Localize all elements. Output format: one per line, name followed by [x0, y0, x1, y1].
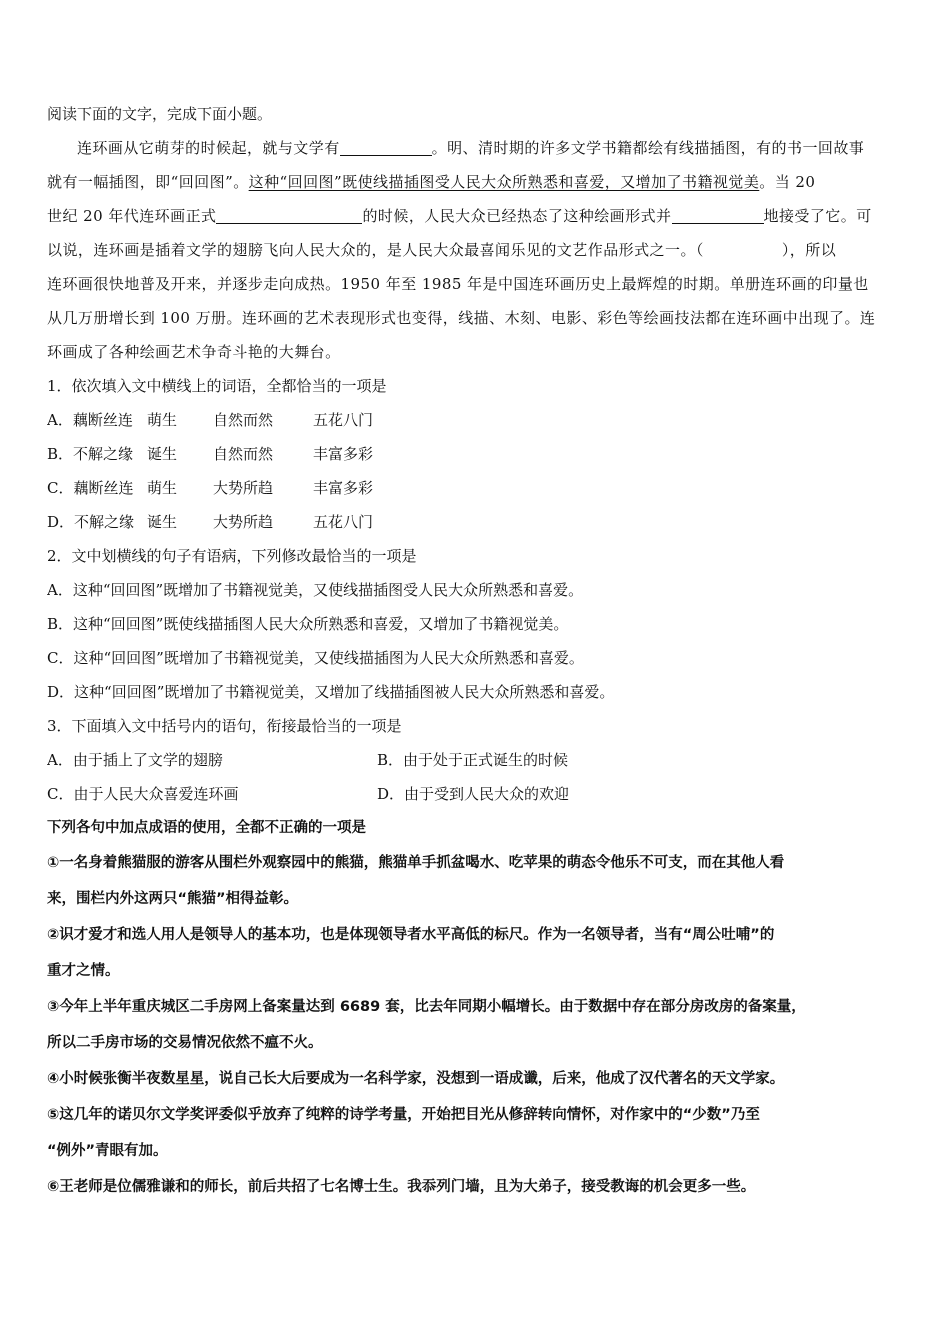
- q2-option-b[interactable]: B．这种“回回图”既使线描插图人民大众所熟悉和喜爱，又增加了书籍视觉美。: [47, 615, 569, 633]
- fill-blank-1: [340, 137, 432, 156]
- q3-option-b[interactable]: B．由于处于正式诞生的时候: [377, 751, 569, 769]
- question-2-stem: 2．文中划横线的句子有语病，下列修改最恰当的一项是: [47, 547, 417, 565]
- reading-instruction: 阅读下面的文字，完成下面小题。: [47, 105, 273, 123]
- passage: [47, 131, 905, 369]
- q3-option-d[interactable]: D．由于受到人民大众的欢迎: [377, 785, 570, 803]
- q4-sentence-line: 重才之情。: [47, 963, 120, 979]
- q1-option-b[interactable]: B．不解之缘 诞生 自然而然 丰富多彩: [47, 445, 374, 463]
- passage-line: 从几万册增长到 100 万册。连环画的艺术表现形式也变得，线描、木刻、电影、彩色等绘画技法都在连环画中出现了。连: [47, 309, 876, 327]
- q4-sentence-line: ①一名身着熊猫服的游客从围栏外观察园中的熊猫，熊猫单手抓盆喝水、吃苹果的萌态令他乐不可支，而在其他人看: [47, 855, 785, 871]
- q2-option-d[interactable]: D．这种“回回图”既增加了书籍视觉美，又增加了线描插图被人民大众所熟悉和喜爱。: [47, 683, 615, 701]
- q4-sentence-line: ③今年上半年重庆城区二手房网上备案量达到 6689 套，比去年同期小幅增长。由于数据中存在部分房改房的备案量，: [47, 999, 806, 1015]
- q4-sentence-line: 所以二手房市场的交易情况依然不瘟不火。: [47, 1035, 323, 1051]
- q2-option-a[interactable]: A．这种“回回图”既增加了书籍视觉美，又使线描插图受人民大众所熟悉和喜爱。: [47, 581, 584, 599]
- question-3-stem: 3．下面填入文中括号内的语句，衔接最恰当的一项是: [47, 717, 402, 735]
- q4-sentence-line: 来，围栏内外这两只“熊猫”相得益彰。: [47, 891, 299, 907]
- q4-sentence-line: ④小时候张衡半夜数星星，说自己长大后要成为一名科学家，没想到一语成谶，后来，他成了汉代著名的天文学家。: [47, 1071, 785, 1087]
- passage-line: 就有一幅插图，即“回回图”。这种“回回图”既使线描插图受人民大众所熟悉和喜爱，又增加了书籍视觉美。当 20: [47, 173, 816, 191]
- q4-sentence-line: ⑤这几年的诺贝尔文学奖评委似乎放弃了纯粹的诗学考量，开始把目光从修辞转向情怀，对作家中的“少数”乃至: [47, 1107, 760, 1123]
- underlined-sentence: 这种“回回图”既使线描插图受人民大众所熟悉和喜爱，又增加了书籍视觉美: [248, 173, 760, 191]
- q4-sentence-line: ②识才爱才和选人用人是领导人的基本功，也是体现领导者水平高低的标尺。作为一名领导者，当有“周公吐哺”的: [47, 927, 775, 943]
- question-4-stem: 下列各句中加点成语的使用，全都不正确的一项是: [47, 820, 366, 836]
- passage-line: 环画成了各种绘画艺术争奇斗艳的大舞台。: [47, 343, 341, 361]
- fill-blank-3: [672, 205, 764, 224]
- q3-option-c[interactable]: C．由于人民大众喜爱连环画: [47, 785, 239, 803]
- q3-options-row: [47, 777, 905, 811]
- q3-option-a[interactable]: A．由于插上了文学的翅膀: [47, 751, 223, 769]
- q4-sentence-line: ⑥王老师是位儒雅谦和的师长，前后共招了七名博士生。我忝列门墙，且为大弟子，接受教诲的机会更多一些。: [47, 1179, 756, 1195]
- passage-line: 世纪 20 年代连环画正式 的时候，人民大众已经热态了这种绘画形式并 地接受了它。可: [47, 207, 872, 225]
- passage-line: 连环画从它萌芽的时候起，就与文学有 。明、清时期的许多文学书籍都绘有线描插图，有的书一回故事: [77, 139, 865, 157]
- q2-option-c[interactable]: C．这种“回回图”既增加了书籍视觉美，又使线描插图为人民大众所熟悉和喜爱。: [47, 649, 584, 667]
- fill-blank-2: [216, 205, 362, 224]
- exam-page: [47, 97, 905, 1205]
- q3-options-row: [47, 743, 905, 777]
- q1-option-a[interactable]: A．藕断丝连 萌生 自然而然 五花八门: [47, 411, 374, 429]
- passage-line: 以说，连环画是插着文学的翅膀飞向人民大众的，是人民大众最喜闻乐见的文艺作品形式之一。（ ），所以: [47, 241, 837, 259]
- q1-option-d[interactable]: D．不解之缘 诞生 大势所趋 五花八门: [47, 513, 374, 531]
- question-1-stem: 1．依次填入文中横线上的词语，全都恰当的一项是: [47, 377, 387, 395]
- q1-option-c[interactable]: C．藕断丝连 萌生 大势所趋 丰富多彩: [47, 479, 374, 497]
- passage-line: 连环画很快地普及开来，并逐步走向成热。1950 年至 1985 年是中国连环画历史上最辉煌的时期。单册连环画的印量也: [47, 275, 869, 293]
- q4-sentence-line: “例外”青眼有加。: [47, 1143, 168, 1159]
